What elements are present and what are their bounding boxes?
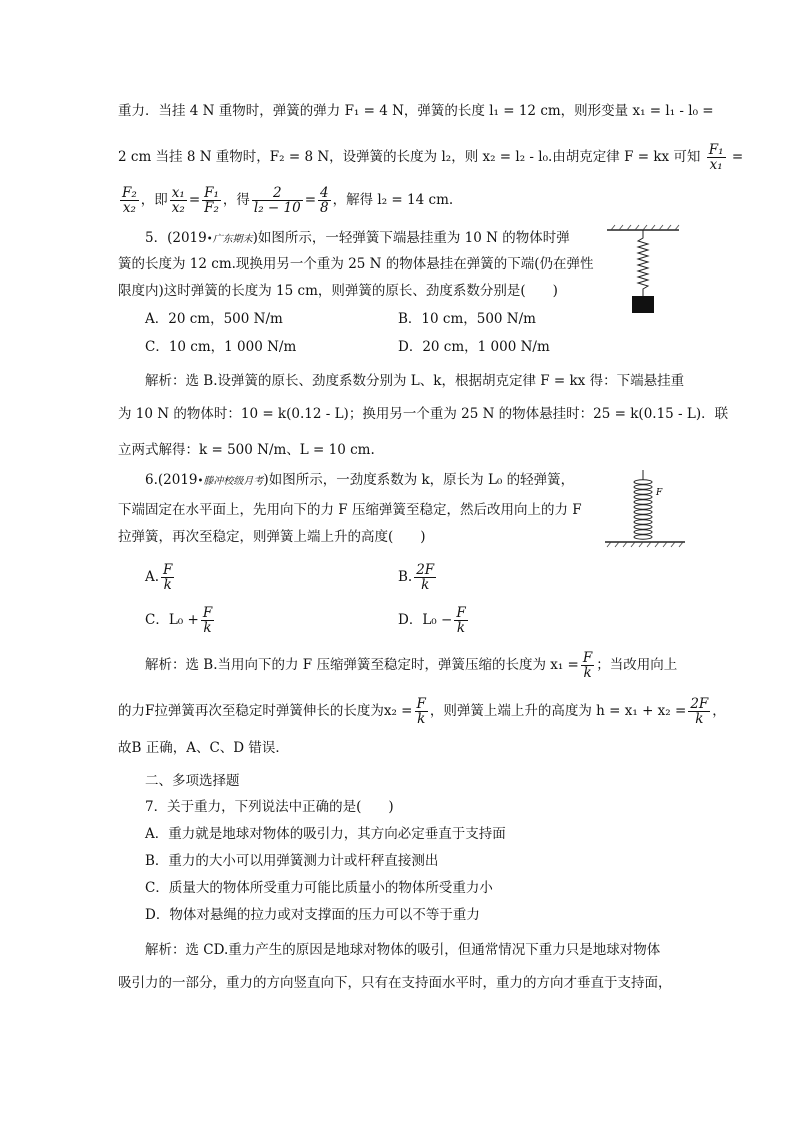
- fraction-numerator: 2: [252, 186, 303, 201]
- question-text: )如图所示，一轻弹簧下端悬挂重为 10 N 的物体时弹: [252, 230, 570, 246]
- solution-text: 解析：选 B.当用向下的力 F 压缩弹簧至稳定时，弹簧压缩的长度为 x₁ =: [145, 657, 579, 673]
- fraction-denominator: k: [203, 620, 212, 636]
- section-heading: 二、多项选择题: [145, 773, 240, 789]
- fraction-denominator: k: [583, 665, 592, 681]
- fraction: [581, 651, 594, 680]
- solution-line: [118, 697, 726, 726]
- option-b: B．10 cm，500 N/m: [398, 311, 536, 327]
- question-line: 拉弹簧，再次至稳定，则弹簧上端上升的高度( ): [118, 529, 426, 545]
- fraction-denominator: k: [163, 577, 172, 593]
- option-text: D．L₀ −: [398, 612, 453, 628]
- solution-line: [118, 143, 743, 172]
- question-6-stem: [145, 470, 574, 492]
- fraction-denominator: k: [456, 620, 466, 636]
- fraction-numerator: F: [163, 562, 173, 578]
- solution-line: 解析：选 CD.重力产生的原因是地球对物体的吸引，但通常情况下重力只是地球对物体: [145, 942, 661, 958]
- option-b: B．重力的大小可以用弹簧测力计或杆秤直接测出: [145, 853, 439, 869]
- fraction-numerator: F: [202, 605, 213, 621]
- hanging-block: [632, 296, 654, 313]
- solution-line: 解析：选 B.设弹簧的原长、劲度系数分别为 L、k，根据胡克定律 F = kx 得：下端悬挂重: [145, 373, 685, 389]
- question-number: 6.(2019: [145, 472, 198, 488]
- option-letter: A.: [145, 569, 160, 585]
- fraction-denominator: l₂ − 10: [253, 200, 301, 216]
- fraction-numerator: F: [582, 650, 593, 666]
- fraction-numerator: F: [456, 605, 466, 621]
- fraction-denominator: 8: [320, 200, 329, 216]
- option-c: C．10 cm，1 000 N/m: [145, 339, 297, 355]
- option-c: [145, 606, 216, 635]
- fraction: [202, 186, 221, 215]
- question-7-stem: 7．关于重力，下列说法中正确的是( ): [145, 799, 394, 815]
- compressed-spring-figure: [603, 468, 687, 550]
- solution-line: [145, 651, 677, 680]
- solution-text: ，解得 l₂ = 14 cm.: [332, 192, 454, 208]
- fraction-numerator: F: [416, 696, 426, 712]
- fraction: [120, 186, 139, 215]
- solution-line: 吸引力的一部分，重力的方向竖直向下，只有在支持面水平时，重力的方向才垂直于支持面，: [118, 975, 672, 991]
- question-text: )如图所示，一劲度系数为 k，原长为 L₀ 的轻弹簧，: [263, 472, 575, 488]
- solution-line: [118, 186, 453, 215]
- fraction: [170, 186, 187, 215]
- option-d: D．物体对悬绳的拉力或对支撑面的压力可以不等于重力: [145, 907, 480, 923]
- question-line: 限度内)这时弹簧的长度为 15 cm，则弹簧的原长、劲度系数分别是( ): [118, 283, 558, 299]
- option-b: [398, 563, 438, 592]
- option-letter: B.: [398, 569, 413, 585]
- option-c: C．质量大的物体所受重力可能比质量小的物体所受重力小: [145, 880, 493, 896]
- solution-text: 2 cm 当挂 8 N 重物时，F₂ = 8 N，设弹簧的长度为 l₂，则 x₂ = l₂ - l₀.由胡克定律 F = kx 可知: [118, 149, 701, 165]
- hanging-spring-figure: [603, 224, 685, 316]
- solution-text: ，得: [222, 192, 250, 208]
- solution-line: 立两式解得：k = 500 N/m、L = 10 cm.: [118, 442, 375, 458]
- solution-text: ；当改用向上: [596, 657, 678, 673]
- fraction-denominator: F₂: [204, 200, 219, 216]
- option-a: [145, 563, 176, 592]
- solution-line: 故B 正确，A、C、D 错误．: [118, 740, 289, 756]
- fraction-numerator: F₁: [708, 142, 724, 158]
- fraction-numerator: x₁: [171, 185, 185, 201]
- fraction-denominator: x₁: [709, 157, 723, 173]
- spring-coil: [634, 480, 652, 539]
- solution-line: 重力．当挂 4 N 重物时，弹簧的弹力 F₁ = 4 N，弹簧的长度 l₁ = 12 cm，则形变量 x₁ = l₁ - l₀ =: [118, 103, 714, 119]
- fraction: [414, 563, 436, 592]
- option-d: D．20 cm，1 000 N/m: [398, 339, 550, 355]
- source-tag: •滕冲校级月考: [197, 476, 264, 487]
- option-d: [398, 606, 470, 635]
- solution-text: ，则弹簧上端上升的高度为 h = x₁ + x₂ =: [429, 703, 687, 719]
- force-label: F: [656, 488, 663, 498]
- solution-text: 的力F拉弹簧再次至稳定时弹簧伸长的长度为x₂ =: [118, 703, 413, 719]
- equals-sign: =: [304, 192, 317, 208]
- fraction-numerator: 4: [320, 185, 329, 201]
- question-5-stem: [145, 228, 570, 250]
- fraction-numerator: 2F: [416, 562, 435, 578]
- fraction: [161, 563, 174, 592]
- equals-sign: =: [731, 149, 744, 165]
- source-tag: •广东期末: [206, 234, 253, 245]
- solution-line: 为 10 N 的物体时：10 = k(0.12 - L)；换用另一个重为 25 N 的物体悬挂时：25 = k(0.15 - L)．联: [118, 406, 729, 422]
- solution-text: ，即: [140, 192, 168, 208]
- option-a: A．20 cm，500 N/m: [145, 311, 283, 327]
- fraction-denominator: k: [421, 577, 430, 593]
- fraction-denominator: k: [695, 711, 704, 727]
- fraction: [318, 186, 331, 215]
- option-a: A．重力就是地球对物体的吸引力，其方向必定垂直于支持面: [145, 826, 506, 842]
- fraction: [454, 606, 467, 635]
- option-text: C．L₀ +: [145, 612, 199, 628]
- solution-text: ，: [712, 703, 726, 719]
- fraction: [688, 697, 710, 726]
- fraction-denominator: k: [417, 711, 426, 727]
- fraction-numerator: 2F: [690, 696, 709, 712]
- fraction-numerator: F₁: [204, 185, 219, 201]
- fraction: [201, 606, 214, 635]
- question-number: 5．(2019: [145, 230, 207, 246]
- fraction-denominator: x₂: [122, 200, 136, 216]
- question-line: 簧的长度为 12 cm.现换用另一个重为 25 N 的物体悬挂在弹簧的下端(仍在弹性: [118, 256, 594, 272]
- fraction-denominator: x₂: [171, 200, 185, 216]
- fraction-numerator: F₂: [122, 185, 137, 201]
- spring-coil: [638, 230, 648, 296]
- fraction: [252, 186, 303, 215]
- equals-sign: =: [188, 192, 201, 208]
- fraction: [707, 143, 726, 172]
- fraction: [415, 697, 428, 726]
- question-line: 下端固定在水平面上，先用向下的力 F 压缩弹簧至稳定，然后改用向上的力 F: [118, 502, 582, 518]
